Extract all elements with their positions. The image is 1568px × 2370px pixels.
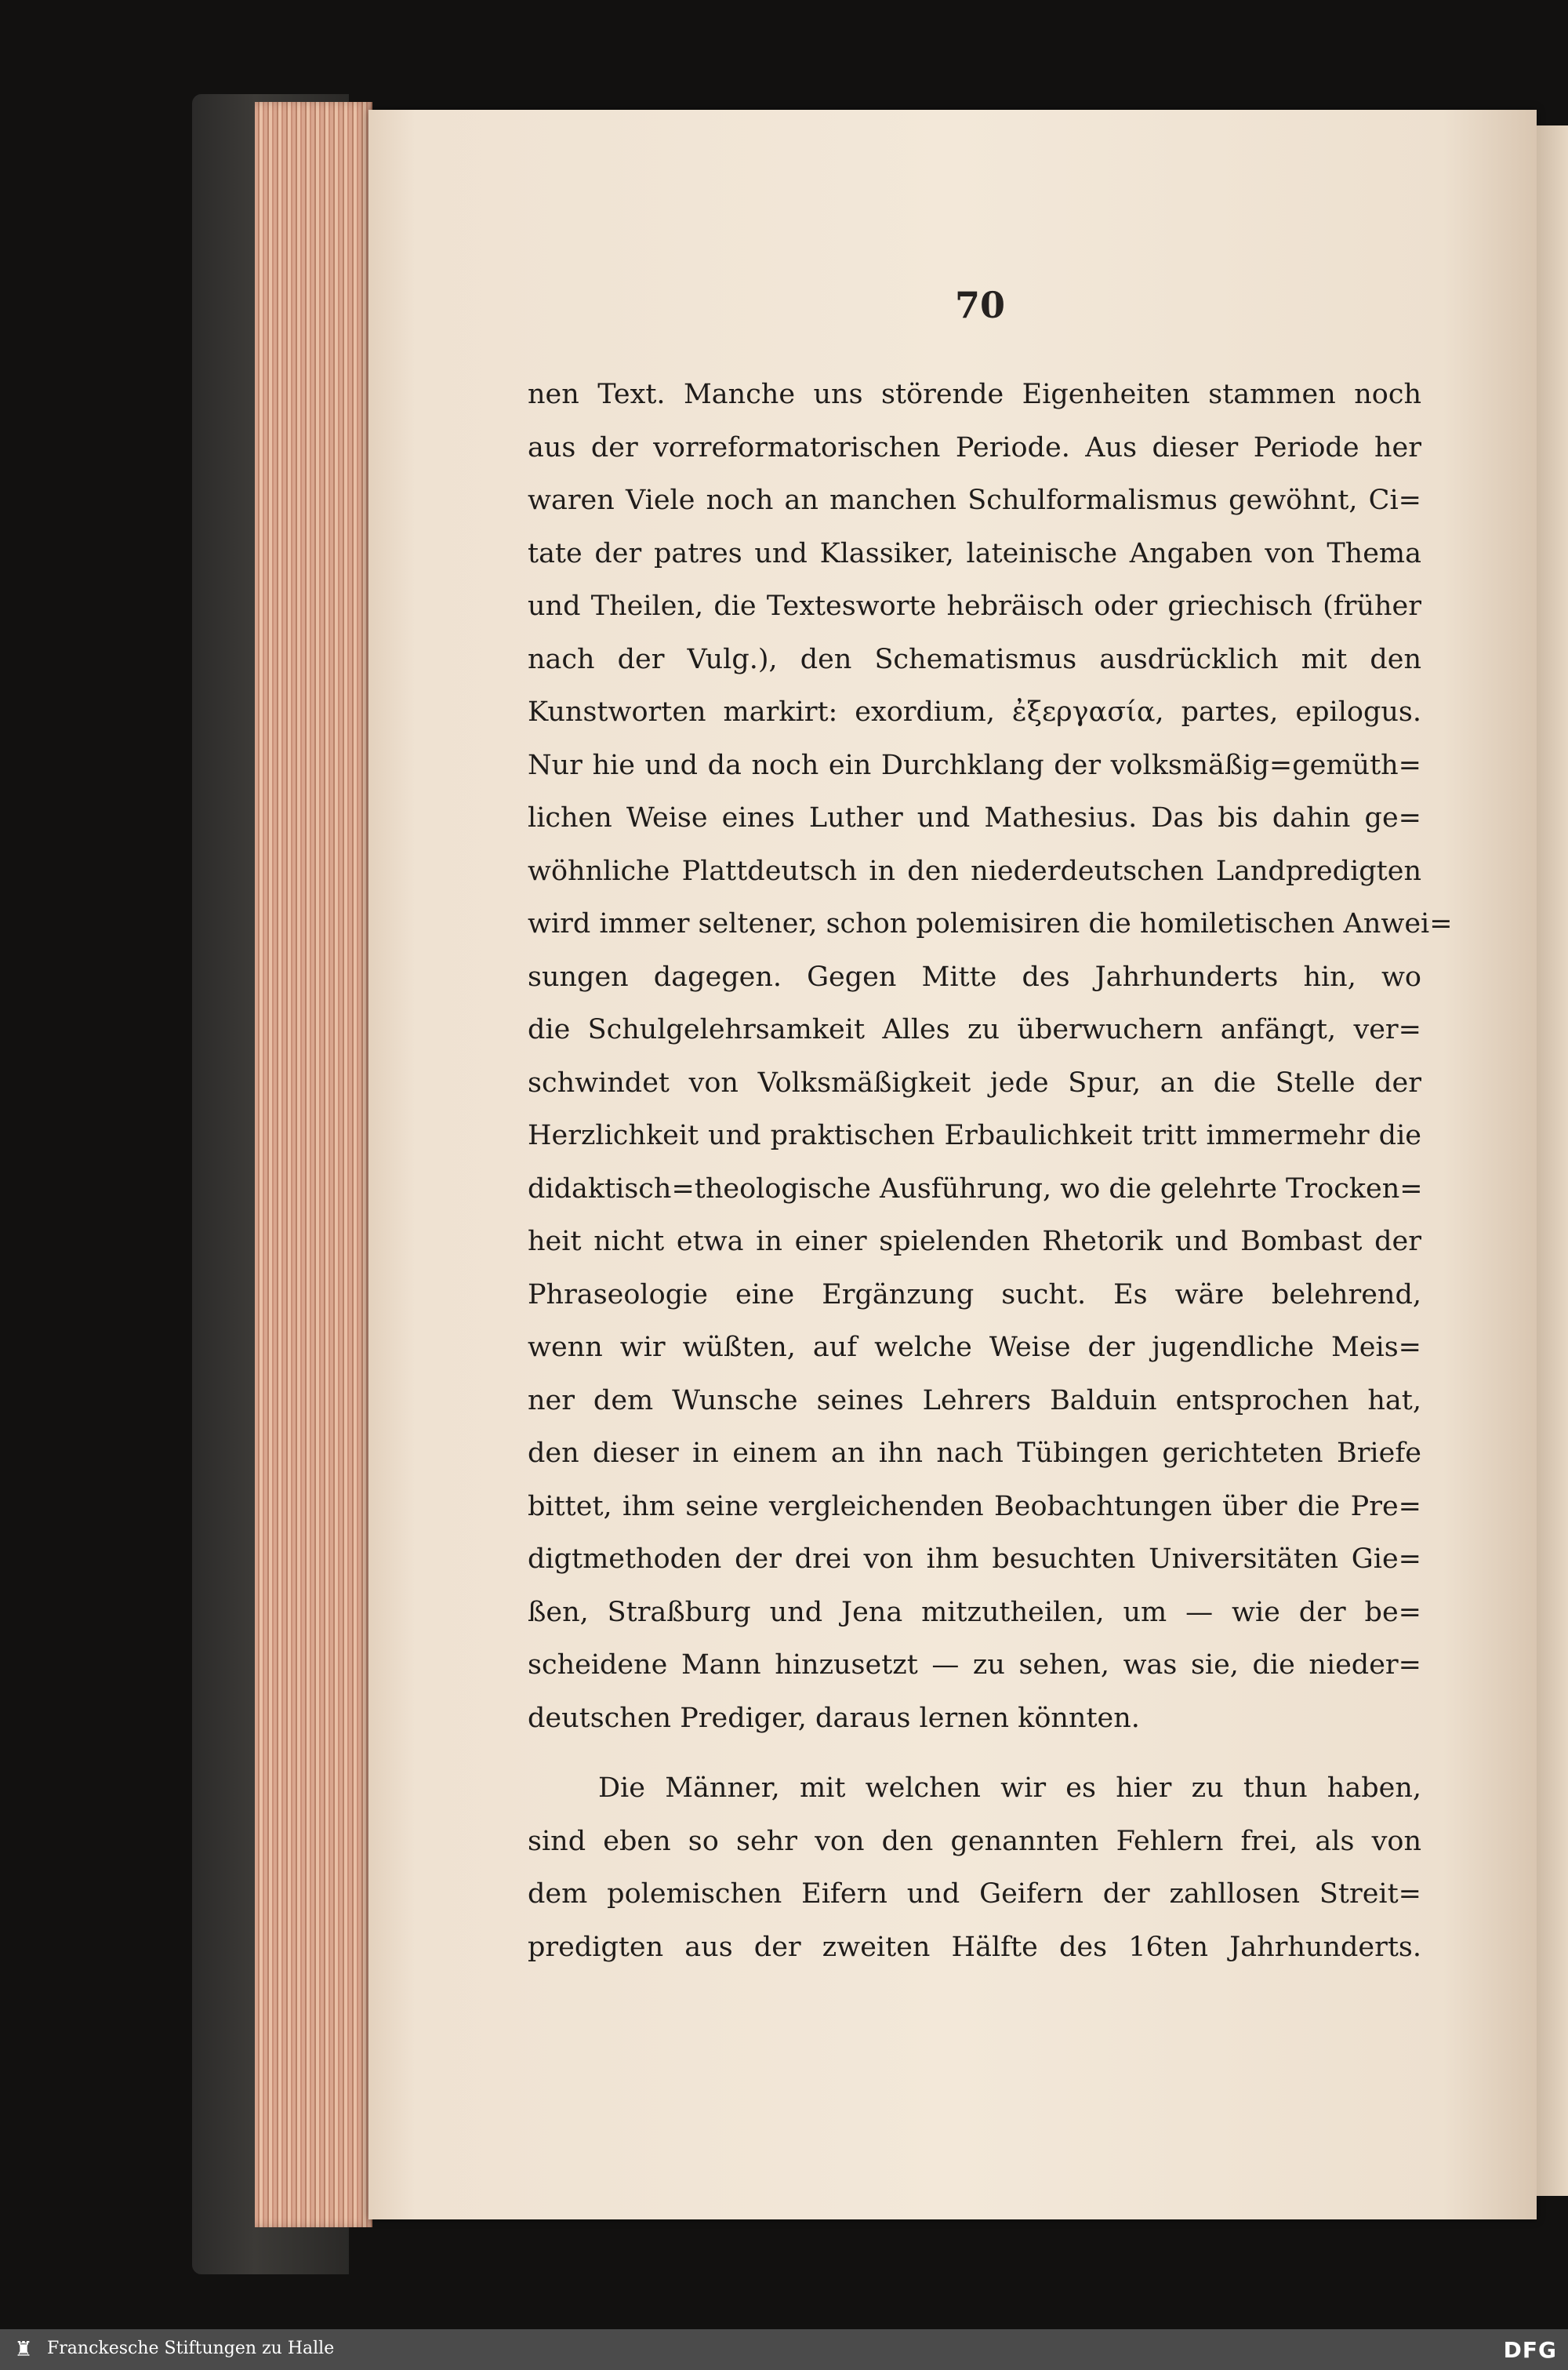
- institution-name: Franckesche Stiftungen zu Halle: [47, 2339, 335, 2358]
- text-line: deutschen Prediger, daraus lernen könnten.: [528, 1702, 1140, 1734]
- text-line: ner dem Wunsche seines Lehrers Balduin entsprochen hat,: [528, 1384, 1421, 1416]
- text-line: sungen dagegen. Gegen Mitte des Jahrhunderts hin, wo: [528, 961, 1421, 993]
- text-line: scheidene Mann hinzusetzt — zu sehen, was sie, die nieder=: [528, 1649, 1421, 1681]
- text-line: wenn wir wüßten, auf welche Weise der jugendliche Meis=: [528, 1332, 1421, 1363]
- text-line: sind eben so sehr von den genannten Fehlern frei, als von: [528, 1825, 1421, 1857]
- adjacent-page-edge: [1537, 125, 1568, 2196]
- text-line: ßen, Straßburg und Jena mitzutheilen, um — wie der be=: [528, 1596, 1421, 1628]
- text-line: und Theilen, die Textesworte hebräisch oder griechisch (früher: [528, 591, 1421, 622]
- text-line: aus der vorreformatorischen Periode. Aus dieser Periode her: [528, 431, 1421, 463]
- institution-logo-icon: ♜: [14, 2338, 33, 2361]
- text-line: digtmethoden der drei von ihm besuchten Universitäten Gie=: [528, 1543, 1421, 1575]
- text-line: nen Text. Manche uns störende Eigenheiten stammen noch: [528, 379, 1421, 410]
- text-line: den dieser in einem an ihn nach Tübingen gerichteten Briefe: [528, 1438, 1421, 1469]
- page-edges: [255, 102, 372, 2227]
- text-line: Phraseologie eine Ergänzung sucht. Es wäre belehrend,: [528, 1278, 1421, 1310]
- text-line: tate der patres und Klassiker, lateinische Angaben von Thema: [528, 537, 1421, 569]
- text-line: nach der Vulg.), den Schematismus ausdrücklich mit den: [528, 643, 1421, 675]
- text-line: lichen Weise eines Luther und Mathesius. Das bis dahin ge=: [528, 802, 1421, 834]
- text-line: Herzlichkeit und praktischen Erbaulichkeit tritt immermehr die: [528, 1120, 1421, 1151]
- text-line: Die Männer, mit welchen wir es hier zu thun haben,: [598, 1772, 1421, 1804]
- text-line: wird immer seltener, schon polemisiren die homiletischen Anwei=: [528, 908, 1453, 940]
- text-line: predigten aus der zweiten Hälfte des 16ten Jahrhunderts.: [528, 1931, 1421, 1963]
- body-text: [528, 369, 1453, 1974]
- text-line: die Schulgelehrsamkeit Alles zu überwuchern anfängt, ver=: [528, 1014, 1421, 1045]
- text-line: dem polemischen Eifern und Geifern der zahllosen Streit=: [528, 1878, 1421, 1910]
- text-line: didaktisch=theologische Ausführung, wo die gelehrte Trocken=: [528, 1172, 1423, 1205]
- text-line: wöhnliche Plattdeutsch in den niederdeutschen Landpredigten: [528, 855, 1421, 887]
- page-number: 70: [954, 284, 1005, 326]
- text-line: Nur hie und da noch ein Durchklang der volksmäßig=gemüth=: [528, 749, 1421, 781]
- dfg-logo: DFG: [1503, 2337, 1557, 2363]
- text-line: Kunstworten markirt: exordium, ἐξεργασία, partes, epilogus.: [528, 696, 1421, 728]
- text-line: bittet, ihm seine vergleichenden Beobachtungen über die Pre=: [528, 1490, 1421, 1522]
- text-line: schwindet von Volksmäßigkeit jede Spur, an die Stelle der: [528, 1067, 1421, 1099]
- text-line: heit nicht etwa in einer spielenden Rhetorik und Bombast der: [528, 1226, 1421, 1257]
- viewer-footer: [0, 2329, 1568, 2370]
- text-line: waren Viele noch an manchen Schulformalismus gewöhnt, Ci=: [528, 485, 1421, 516]
